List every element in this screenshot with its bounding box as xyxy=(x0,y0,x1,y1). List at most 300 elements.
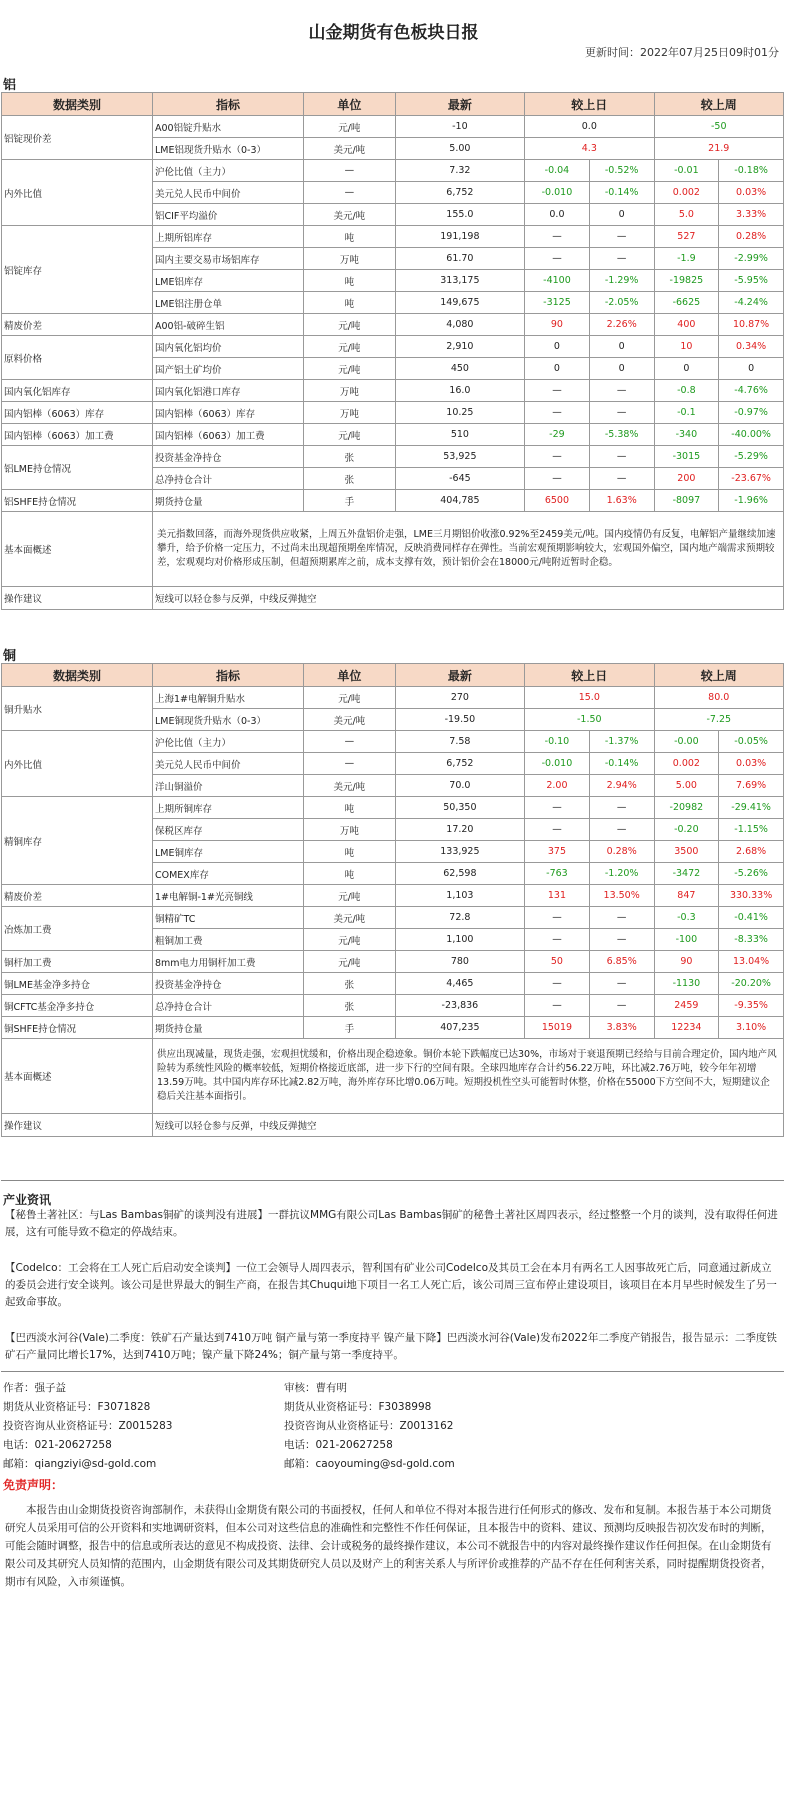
week-change-cell-pct: -0.05% xyxy=(719,731,784,753)
day-change-cell: 2.00 xyxy=(525,775,590,797)
disclaimer-text: 本报告由山金期货投资咨询部制作，未获得山金期货有限公司的书面授权，任何人和单位不得对本报告进行任何形式的修改、发布和复制。本报告基于本公司期货研究人员采用可信的公开资料和实地调研资料，但本公司对这些信息的准确性和完整性不作任何保证，且本报告中的资料、建议、预测均反映报告初次发布时的判断，可能会随时调整，报告中的信息或所表达的意见不构成投资、法律、会计或税务的最终操作建议，本公司不就报告中的内容对最终操作建议作任何担保。在山金期货有限公司及其研究人员知情的范围内，山金期货有限公司及其期货研究人员以及财产上的利害关系人与所评价或推荐的产品不存在任何利害关系，同时提醒期货投资者，期市有风险，入市须谨慎。 xyxy=(5,1504,772,1588)
unit-cell: 张 xyxy=(304,468,396,490)
unit-cell: 元/吨 xyxy=(304,424,396,446)
latest-value-cell: 2,910 xyxy=(395,336,524,358)
unit-cell: 万吨 xyxy=(304,819,396,841)
day-change-cell-pct: 13.50% xyxy=(589,885,654,907)
indicator-cell: 保税区库存 xyxy=(153,819,304,841)
day-change-cell-pct: — xyxy=(589,446,654,468)
unit-cell: 吨 xyxy=(304,270,396,292)
indicator-cell: 8mm电力用铜杆加工费 xyxy=(153,951,304,973)
table-row xyxy=(2,226,784,248)
table-row xyxy=(2,116,784,138)
indicator-cell: 铜精矿TC xyxy=(153,907,304,929)
table-row xyxy=(2,973,784,995)
column-header: 数据类别 xyxy=(2,93,153,116)
unit-cell: 吨 xyxy=(304,292,396,314)
day-change-cell-pct: -0.14% xyxy=(589,182,654,204)
column-header: 最新 xyxy=(395,664,524,687)
column-header: 数据类别 xyxy=(2,664,153,687)
day-change-cell-pct: 1.63% xyxy=(589,490,654,512)
week-change-cell-pct: 0.03% xyxy=(719,753,784,775)
category-cell: 铜CFTC基金净多持仓 xyxy=(2,995,153,1017)
week-change-cell: 0.002 xyxy=(654,753,719,775)
reviewer-futures-license: 期货从业资格证号：F3038998 xyxy=(284,1401,432,1413)
day-change-cell-pct: — xyxy=(589,929,654,951)
day-change-cell: 0 xyxy=(525,336,590,358)
day-change-cell: -763 xyxy=(525,863,590,885)
latest-value-cell: 4,465 xyxy=(395,973,524,995)
unit-cell: 元/吨 xyxy=(304,951,396,973)
week-change-cell: 400 xyxy=(654,314,719,336)
day-change-cell: — xyxy=(525,446,590,468)
latest-value-cell: 1,103 xyxy=(395,885,524,907)
news-item: 【Codelco：工会将在工人死亡后启动安全谈判】一位工会领导人周四表示，智利国有矿业公司Codelco及其员工会在本月有两名工人因事故死亡后，同意通过新成立的委员会进行安全谈判。该公司是世界最大的铜生产商，在报告其Chuqui地下项目一名工人死亡后，该公司周三宣布停止建设项目，该项目在本月早些时候发生了另一起致命事故。 xyxy=(5,1262,777,1308)
day-change-cell-pct: — xyxy=(589,907,654,929)
indicator-cell: 投资基金净持仓 xyxy=(153,973,304,995)
week-change-cell-pct: 3.33% xyxy=(719,204,784,226)
indicator-cell: A00铝锭升贴水 xyxy=(153,116,304,138)
day-change-cell-pct: 0 xyxy=(589,204,654,226)
week-change-cell-pct: 0 xyxy=(719,358,784,380)
indicator-cell: 上期所铜库存 xyxy=(153,797,304,819)
week-change-cell-pct: 0.28% xyxy=(719,226,784,248)
week-change-cell: -0.1 xyxy=(654,402,719,424)
latest-value-cell: 780 xyxy=(395,951,524,973)
category-cell: 铜杆加工费 xyxy=(2,951,153,973)
week-change-cell-pct: -29.41% xyxy=(719,797,784,819)
latest-value-cell: 53,925 xyxy=(395,446,524,468)
reviewer-consult-license: 投资咨询从业资格证号：Z0013162 xyxy=(284,1420,454,1432)
category-cell: 国内铝棒（6063）加工费 xyxy=(2,424,153,446)
table-row xyxy=(2,402,784,424)
indicator-cell: 国内主要交易市场铝库存 xyxy=(153,248,304,270)
reviewer-email: 邮箱：caoyouming@sd-gold.com xyxy=(284,1458,455,1470)
unit-cell: 万吨 xyxy=(304,248,396,270)
advice-label: 操作建议 xyxy=(2,587,153,610)
indicator-cell: LME铜现货升贴水（0-3） xyxy=(153,709,304,731)
table-row xyxy=(2,424,784,446)
unit-cell: — xyxy=(304,731,396,753)
latest-value-cell: 191,198 xyxy=(395,226,524,248)
day-change-cell: 375 xyxy=(525,841,590,863)
indicator-cell: 投资基金净持仓 xyxy=(153,446,304,468)
week-change-cell: -0.00 xyxy=(654,731,719,753)
day-change-cell: — xyxy=(525,380,590,402)
indicator-cell: 期货持仓量 xyxy=(153,490,304,512)
week-change-cell: 2459 xyxy=(654,995,719,1017)
category-cell: 铜LME基金净多持仓 xyxy=(2,973,153,995)
day-change-cell: — xyxy=(525,248,590,270)
latest-value-cell: 7.58 xyxy=(395,731,524,753)
unit-cell: 元/吨 xyxy=(304,687,396,709)
section-label-copper: 铜 xyxy=(3,649,17,664)
day-change-cell: — xyxy=(525,973,590,995)
fundamental-text: 美元指数回落，而海外现货供应收紧，上周五外盘铝价走强，LME三月期铝价收涨0.92%至2459美元/吨。国内疫情仍有反复，电解铝产量继续加速攀升，给予价格一定压力，不过尚未出现超预期垒库情况，反映消费同样存在弹性。当前宏观预期影响较大，宏观国外偏空，国内地产端需求预期较差，宏观观均对价格形成压制，但超预期累库之前，成本支撑有效，预计铝价会在18000元/吨附近暂时企稳。 xyxy=(153,512,784,587)
week-change-cell-pct: -2.99% xyxy=(719,248,784,270)
table-header xyxy=(2,93,784,116)
week-change-cell-pct: -1.15% xyxy=(719,819,784,841)
week-change-cell-pct: -5.95% xyxy=(719,270,784,292)
week-change-cell-pct: -40.00% xyxy=(719,424,784,446)
day-change-cell: 50 xyxy=(525,951,590,973)
week-change-cell: -0.8 xyxy=(654,380,719,402)
advice-text: 短线可以轻仓参与反弹，中线反弹抛空 xyxy=(153,587,784,610)
week-change-cell: 21.9 xyxy=(654,138,783,160)
category-cell: 原料价格 xyxy=(2,336,153,380)
indicator-cell: A00铝-破碎生铝 xyxy=(153,314,304,336)
unit-cell: 美元/吨 xyxy=(304,775,396,797)
week-change-cell: 10 xyxy=(654,336,719,358)
unit-cell: 张 xyxy=(304,973,396,995)
table-row xyxy=(2,907,784,929)
week-change-cell: 200 xyxy=(654,468,719,490)
unit-cell: 美元/吨 xyxy=(304,204,396,226)
unit-cell: 美元/吨 xyxy=(304,138,396,160)
indicator-cell: 1#电解铜-1#光亮铜线 xyxy=(153,885,304,907)
week-change-cell-pct: 0.03% xyxy=(719,182,784,204)
indicator-cell: 沪伦比值（主力） xyxy=(153,160,304,182)
week-change-cell: -7.25 xyxy=(654,709,783,731)
week-change-cell-pct: 2.68% xyxy=(719,841,784,863)
table-row xyxy=(2,995,784,1017)
latest-value-cell: 133,925 xyxy=(395,841,524,863)
unit-cell: 美元/吨 xyxy=(304,907,396,929)
column-header: 单位 xyxy=(304,93,396,116)
latest-value-cell: 407,235 xyxy=(395,1017,524,1039)
latest-value-cell: -645 xyxy=(395,468,524,490)
category-cell: 内外比值 xyxy=(2,160,153,226)
report-title: 山金期货有色板块日报 xyxy=(308,23,479,43)
table-row xyxy=(2,951,784,973)
indicator-cell: 期货持仓量 xyxy=(153,1017,304,1039)
category-cell: 铜SHFE持仓情况 xyxy=(2,1017,153,1039)
update-time: 更新时间：2022年07月25日09时01分 xyxy=(585,46,779,59)
latest-value-cell: 404,785 xyxy=(395,490,524,512)
day-change-cell-pct: — xyxy=(589,226,654,248)
week-change-cell-pct: -9.35% xyxy=(719,995,784,1017)
unit-cell: 元/吨 xyxy=(304,929,396,951)
week-change-cell-pct: -20.20% xyxy=(719,973,784,995)
unit-cell: — xyxy=(304,753,396,775)
unit-cell: 张 xyxy=(304,446,396,468)
unit-cell: 万吨 xyxy=(304,402,396,424)
week-change-cell: -19825 xyxy=(654,270,719,292)
category-cell: 铝锭现价差 xyxy=(2,116,153,160)
week-change-cell-pct: -4.24% xyxy=(719,292,784,314)
latest-value-cell: 1,100 xyxy=(395,929,524,951)
indicator-cell: LME铜库存 xyxy=(153,841,304,863)
column-header: 较上周 xyxy=(654,664,783,687)
unit-cell: 万吨 xyxy=(304,380,396,402)
author-phone: 电话：021-20627258 xyxy=(3,1439,112,1451)
author-email: 邮箱：qiangziyi@sd-gold.com xyxy=(3,1458,157,1470)
indicator-cell: 国产铝土矿均价 xyxy=(153,358,304,380)
unit-cell: 美元/吨 xyxy=(304,709,396,731)
day-change-cell: 15019 xyxy=(525,1017,590,1039)
day-change-cell-pct: -1.29% xyxy=(589,270,654,292)
column-header: 较上日 xyxy=(525,664,654,687)
latest-value-cell: 149,675 xyxy=(395,292,524,314)
table-row xyxy=(2,314,784,336)
unit-cell: 手 xyxy=(304,490,396,512)
latest-value-cell: 6,752 xyxy=(395,182,524,204)
day-change-cell-pct: — xyxy=(589,973,654,995)
latest-value-cell: 6,752 xyxy=(395,753,524,775)
week-change-cell: 12234 xyxy=(654,1017,719,1039)
table-row xyxy=(2,1017,784,1039)
latest-value-cell: 50,350 xyxy=(395,797,524,819)
author-futures-license: 期货从业资格证号：F3071828 xyxy=(3,1401,151,1413)
day-change-cell: -0.010 xyxy=(525,753,590,775)
day-change-cell-pct: 2.26% xyxy=(589,314,654,336)
day-change-cell: — xyxy=(525,819,590,841)
indicator-cell: LME铝库存 xyxy=(153,270,304,292)
latest-value-cell: 450 xyxy=(395,358,524,380)
day-change-cell-pct: — xyxy=(589,819,654,841)
indicator-cell: 国内氧化铝均价 xyxy=(153,336,304,358)
day-change-cell-pct: — xyxy=(589,402,654,424)
column-header: 指标 xyxy=(153,664,304,687)
week-change-cell-pct: -23.67% xyxy=(719,468,784,490)
latest-value-cell: 5.00 xyxy=(395,138,524,160)
week-change-cell-pct: -0.18% xyxy=(719,160,784,182)
unit-cell: 元/吨 xyxy=(304,116,396,138)
week-change-cell: -3472 xyxy=(654,863,719,885)
week-change-cell-pct: -4.76% xyxy=(719,380,784,402)
section-divider xyxy=(1,1371,784,1372)
week-change-cell: -6625 xyxy=(654,292,719,314)
week-change-cell-pct: 330.33% xyxy=(719,885,784,907)
unit-cell: 吨 xyxy=(304,797,396,819)
indicator-cell: 国内铝棒（6063）库存 xyxy=(153,402,304,424)
reviewer-info xyxy=(284,1379,455,1474)
indicator-cell: 美元兑人民币中间价 xyxy=(153,182,304,204)
week-change-cell: -0.3 xyxy=(654,907,719,929)
table-row xyxy=(2,446,784,468)
aluminum-table xyxy=(1,92,784,610)
indicator-cell: 铝CIF平均溢价 xyxy=(153,204,304,226)
week-change-cell-pct: 0.34% xyxy=(719,336,784,358)
day-change-cell-pct: -1.37% xyxy=(589,731,654,753)
day-change-cell: — xyxy=(525,907,590,929)
day-change-cell: — xyxy=(525,468,590,490)
week-change-cell: 5.0 xyxy=(654,204,719,226)
column-header: 单位 xyxy=(304,664,396,687)
latest-value-cell: 72.8 xyxy=(395,907,524,929)
day-change-cell: 90 xyxy=(525,314,590,336)
section-divider xyxy=(1,1180,784,1181)
day-change-cell-pct: — xyxy=(589,380,654,402)
week-change-cell: 527 xyxy=(654,226,719,248)
day-change-cell-pct: -0.52% xyxy=(589,160,654,182)
reviewer-name: 审核：曹有明 xyxy=(284,1382,347,1394)
latest-value-cell: -10 xyxy=(395,116,524,138)
indicator-cell: 国内氧化铝港口库存 xyxy=(153,380,304,402)
day-change-cell-pct: -1.20% xyxy=(589,863,654,885)
day-change-cell: -29 xyxy=(525,424,590,446)
category-cell: 精废价差 xyxy=(2,885,153,907)
week-change-cell: 0.002 xyxy=(654,182,719,204)
latest-value-cell: 155.0 xyxy=(395,204,524,226)
unit-cell: 吨 xyxy=(304,226,396,248)
week-change-cell-pct: -0.97% xyxy=(719,402,784,424)
advice-row xyxy=(2,587,784,610)
day-change-cell: 0.0 xyxy=(525,116,654,138)
day-change-cell-pct: — xyxy=(589,797,654,819)
week-change-cell-pct: -5.29% xyxy=(719,446,784,468)
week-change-cell: 80.0 xyxy=(654,687,783,709)
day-change-cell: — xyxy=(525,226,590,248)
week-change-cell: 5.00 xyxy=(654,775,719,797)
day-change-cell: — xyxy=(525,995,590,1017)
indicator-cell: LME铝现货升贴水（0-3） xyxy=(153,138,304,160)
table-row xyxy=(2,687,784,709)
week-change-cell: -8097 xyxy=(654,490,719,512)
week-change-cell: -1130 xyxy=(654,973,719,995)
author-consult-license: 投资咨询从业资格证号：Z0015283 xyxy=(3,1420,173,1432)
reviewer-phone: 电话：021-20627258 xyxy=(284,1439,393,1451)
table-row xyxy=(2,885,784,907)
fundamental-row xyxy=(2,512,784,587)
table-row xyxy=(2,731,784,753)
news-item: 【巴西淡水河谷(Vale)二季度：铁矿石产量达到7410万吨 铜产量与第一季度持平 镍产量下降】巴西淡水河谷(Vale)发布2022年二季度产销报告，报告显示：二季度铁矿石产量同比增长17%，达到7410万吨；镍产量下降24%；铜产量与第一季度持平。 xyxy=(5,1332,777,1361)
week-change-cell: -0.01 xyxy=(654,160,719,182)
day-change-cell-pct: — xyxy=(589,995,654,1017)
latest-value-cell: 62,598 xyxy=(395,863,524,885)
unit-cell: 吨 xyxy=(304,863,396,885)
day-change-cell: 6500 xyxy=(525,490,590,512)
day-change-cell: -1.50 xyxy=(525,709,654,731)
category-cell: 精铜库存 xyxy=(2,797,153,885)
day-change-cell: — xyxy=(525,402,590,424)
indicator-cell: 上海1#电解铜升贴水 xyxy=(153,687,304,709)
week-change-cell: 0 xyxy=(654,358,719,380)
week-change-cell: -20982 xyxy=(654,797,719,819)
unit-cell: — xyxy=(304,182,396,204)
unit-cell: 张 xyxy=(304,995,396,1017)
column-header: 最新 xyxy=(395,93,524,116)
week-change-cell: -3015 xyxy=(654,446,719,468)
latest-value-cell: -19.50 xyxy=(395,709,524,731)
day-change-cell: 15.0 xyxy=(525,687,654,709)
day-change-cell-pct: — xyxy=(589,468,654,490)
fundamental-label: 基本面概述 xyxy=(2,512,153,587)
week-change-cell-pct: 3.10% xyxy=(719,1017,784,1039)
latest-value-cell: 4,080 xyxy=(395,314,524,336)
indicator-cell: 沪伦比值（主力） xyxy=(153,731,304,753)
day-change-cell: — xyxy=(525,929,590,951)
unit-cell: 手 xyxy=(304,1017,396,1039)
day-change-cell: -0.010 xyxy=(525,182,590,204)
week-change-cell: 90 xyxy=(654,951,719,973)
advice-row xyxy=(2,1114,784,1137)
unit-cell: 元/吨 xyxy=(304,885,396,907)
indicator-cell: 总净持仓合计 xyxy=(153,995,304,1017)
latest-value-cell: 510 xyxy=(395,424,524,446)
indicator-cell: 国内铝棒（6063）加工费 xyxy=(153,424,304,446)
table-row xyxy=(2,336,784,358)
category-cell: 铝锭库存 xyxy=(2,226,153,314)
category-cell: 国内氧化铝库存 xyxy=(2,380,153,402)
column-header: 较上周 xyxy=(654,93,783,116)
day-change-cell: -0.04 xyxy=(525,160,590,182)
week-change-cell-pct: -0.41% xyxy=(719,907,784,929)
day-change-cell-pct: — xyxy=(589,248,654,270)
column-header: 较上日 xyxy=(525,93,654,116)
indicator-cell: 粗铜加工费 xyxy=(153,929,304,951)
latest-value-cell: 7.32 xyxy=(395,160,524,182)
latest-value-cell: 61.70 xyxy=(395,248,524,270)
latest-value-cell: 270 xyxy=(395,687,524,709)
fundamental-row xyxy=(2,1039,784,1114)
table-row xyxy=(2,380,784,402)
copper-table xyxy=(1,663,784,1137)
category-cell: 铜升贴水 xyxy=(2,687,153,731)
category-cell: 冶炼加工费 xyxy=(2,907,153,951)
week-change-cell-pct: -8.33% xyxy=(719,929,784,951)
day-change-cell: 4.3 xyxy=(525,138,654,160)
unit-cell: 元/吨 xyxy=(304,358,396,380)
day-change-cell: 0.0 xyxy=(525,204,590,226)
category-cell: 铝SHFE持仓情况 xyxy=(2,490,153,512)
advice-text: 短线可以轻仓参与反弹，中线反弹抛空 xyxy=(153,1114,784,1137)
author-info xyxy=(3,1379,172,1474)
day-change-cell-pct: 3.83% xyxy=(589,1017,654,1039)
day-change-cell-pct: 0 xyxy=(589,358,654,380)
category-cell: 铝LME持仓情况 xyxy=(2,446,153,490)
day-change-cell-pct: -2.05% xyxy=(589,292,654,314)
week-change-cell: -100 xyxy=(654,929,719,951)
week-change-cell: -0.20 xyxy=(654,819,719,841)
day-change-cell-pct: 6.85% xyxy=(589,951,654,973)
table-row xyxy=(2,490,784,512)
latest-value-cell: 70.0 xyxy=(395,775,524,797)
news-title: 产业资讯 xyxy=(3,1193,52,1207)
week-change-cell-pct: -1.96% xyxy=(719,490,784,512)
category-cell: 精废价差 xyxy=(2,314,153,336)
column-header: 指标 xyxy=(153,93,304,116)
day-change-cell: — xyxy=(525,797,590,819)
week-change-cell: 3500 xyxy=(654,841,719,863)
unit-cell: — xyxy=(304,160,396,182)
unit-cell: 吨 xyxy=(304,841,396,863)
day-change-cell-pct: 0 xyxy=(589,336,654,358)
unit-cell: 元/吨 xyxy=(304,314,396,336)
latest-value-cell: 313,175 xyxy=(395,270,524,292)
day-change-cell-pct: 0.28% xyxy=(589,841,654,863)
day-change-cell-pct: -5.38% xyxy=(589,424,654,446)
latest-value-cell: 17.20 xyxy=(395,819,524,841)
week-change-cell: -50 xyxy=(654,116,783,138)
table-row xyxy=(2,160,784,182)
disclaimer-title: 免责声明： xyxy=(3,1478,64,1492)
week-change-cell-pct: 13.04% xyxy=(719,951,784,973)
latest-value-cell: 10.25 xyxy=(395,402,524,424)
category-cell: 国内铝棒（6063）库存 xyxy=(2,402,153,424)
week-change-cell-pct: -5.26% xyxy=(719,863,784,885)
week-change-cell: 847 xyxy=(654,885,719,907)
week-change-cell: -1.9 xyxy=(654,248,719,270)
category-cell: 内外比值 xyxy=(2,731,153,797)
advice-label: 操作建议 xyxy=(2,1114,153,1137)
indicator-cell: 上期所铝库存 xyxy=(153,226,304,248)
unit-cell: 元/吨 xyxy=(304,336,396,358)
table-row xyxy=(2,797,784,819)
fundamental-text: 供应出现减量，现货走强，宏观担忧缓和，价格出现企稳迹象。铜价本轮下跌幅度已达30%，市场对于衰退预期已经给与目前合理定价，国内地产风险转为系统性风险的概率较低，短期价格接近底部，进一步下行的空间有限。全球四地库存合计约56.22万吨，环比减2.76万吨，较今年年初增13.59万吨。其中国内库存环比减2.82万吨，海外库存环比增0.06万吨。短期投机性空头可能暂时休整，价格在55000下方空间不大，短期建议企稳后关注基本面指引。 xyxy=(153,1039,784,1114)
day-change-cell-pct: -0.14% xyxy=(589,753,654,775)
latest-value-cell: 16.0 xyxy=(395,380,524,402)
